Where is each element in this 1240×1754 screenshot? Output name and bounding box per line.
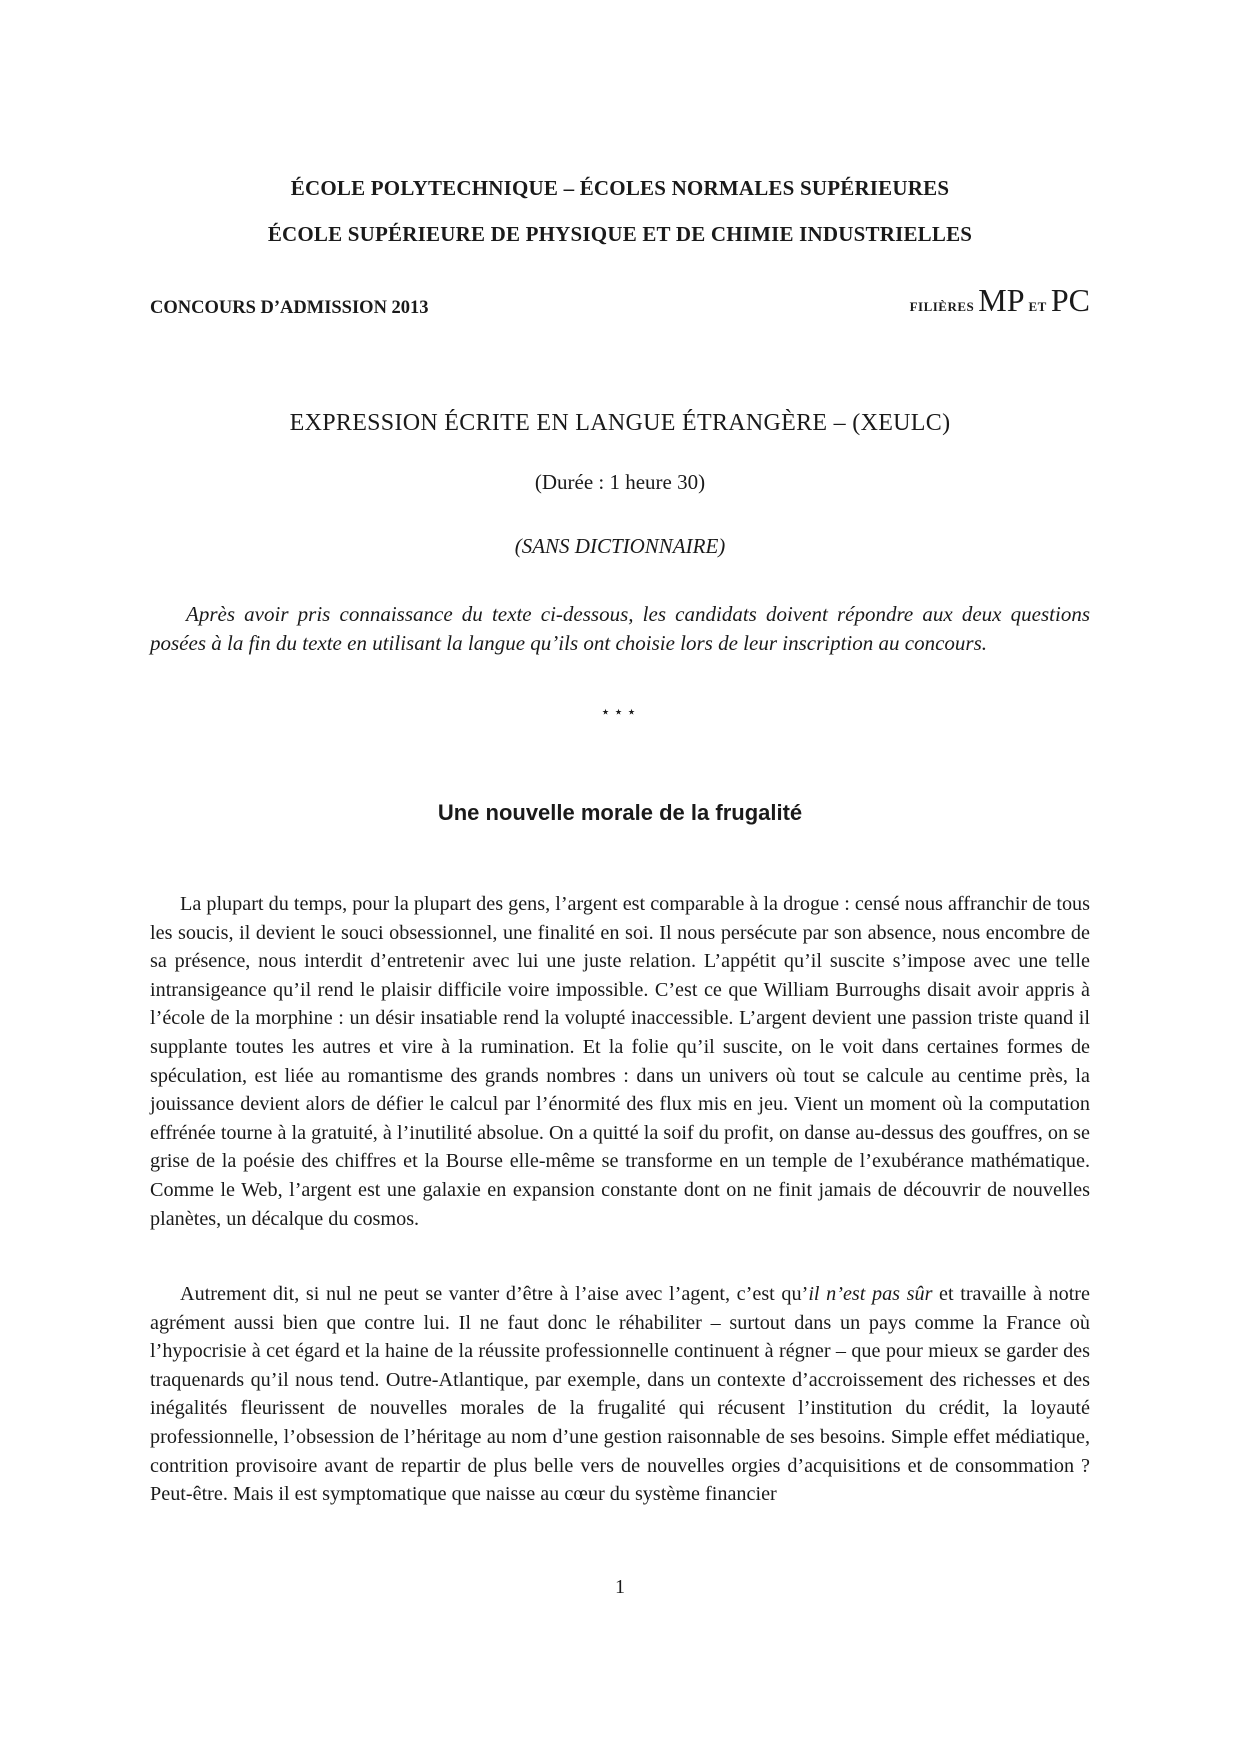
school-line-2: ÉCOLE SUPÉRIEURE DE PHYSIQUE ET DE CHIMIE INDUSTRIELLES [267,222,973,246]
article-paragraph-2 [150,1280,1090,1509]
article-paragraph-1: La plupart du temps, pour la plupart des gens, l’argent est comparable à la drogue : censé nous affranchir de tous les soucis, il devient le souci obsessionnel, une finalité en soi. Il nous persécute par son absence, nous encombre de sa présence, nous interdit d’entretenir avec lui une juste relation. L’appétit qu’il suscite s’impose avec une telle intransigeance qu’il rend le plaisir difficile voire impossible. C’est ce que William Burroughs disait avoir appris à l’école de la morphine : un désir insatiable rend la volupté inaccessible. L’argent devient une passion triste quand il supplante toutes les autres et vire à la rumination. Et la folie qu’il suscite, on le voit dans certaines formes de spéculation, est liée au romantisme des grands nombres : dans un univers où tout se calcule au centime près, la jouissance devient alors de défier le calcul par l’énormité des flux mis en jeu. Vient un moment où la computation effrénée tourne à la gratuité, à l’inutilité absolue. On a quitté la soif du profit, on danse au-dessus des gouffres, on se grise de la poésie des chiffres et la Bourse elle-même se transforme en un temple de l’exubérance mathématique. Comme le Web, l’argent est une galaxie en expansion constante dont on ne finit jamais de découvrir de nouvelles planètes, un décalque du cosmos. [150,893,1090,1230]
exam-instructions: Après avoir pris connaissance du texte ci-dessous, les candidats doivent répondre aux deux questions posées à la fin du texte en utilisant la langue qu’ils ont choisie lors de leur inscription au concours. [150,602,1090,655]
filieres-conjunction: et [1028,296,1047,316]
section-separator: ⋆⋆⋆ [600,702,640,721]
paragraph-2-text-start: Autrement dit, si nul ne peut se vanter d’être à l’aise avec l’agent, c’est qu’ [180,1283,809,1305]
admission-row [150,282,1090,332]
filieres-label [910,282,1090,319]
no-dictionary-note: (SANS DICTIONNAIRE) [514,534,726,558]
admission-label: CONCOURS D’ADMISSION 2013 [150,298,429,318]
page-number: 1 [615,1576,625,1598]
exam-duration: (Durée : 1 heure 30) [534,470,706,494]
filiere-pc: PC [1050,282,1090,318]
paragraph-2-italic: il n’est pas sûr [808,1283,933,1305]
paragraph-2-text-end: et travaille à notre agrément aussi bien que contre lui. Il ne faut donc le réhabiliter – surtout dans un pays comme la France où l’hypocrisie à cet égard et la haine de la réussite professionnelle continuent à régner – que pour mieux se garder des traquenards qu’il nous tend. Outre-Atlantique, par exemple, dans un contexte d’accroissement des richesses et des inégalités fleurissent de nouvelles morales de la frugalité qui récusent l’institution du crédit, la loyauté professionnelle, l’obsession de l’héritage au nom d’une gestion raisonnable de ses besoins. Simple effet médiatique, contrition provisoire avant de repartir de plus belle vers de nouvelles orgies d’acquisitions et de consommation ? Peut-être. Mais il est symptomatique que naisse au cœur du système financier [150,1283,1090,1506]
exam-subject: EXPRESSION ÉCRITE EN LANGUE ÉTRANGÈRE – (XEULC) [289,410,951,436]
school-line-1: ÉCOLE POLYTECHNIQUE – ÉCOLES NORMALES SUPÉRIEURES [290,176,950,200]
article-title: Une nouvelle morale de la frugalité [437,800,803,825]
filiere-mp: MP [978,282,1025,318]
filieres-word: filières [909,296,975,316]
